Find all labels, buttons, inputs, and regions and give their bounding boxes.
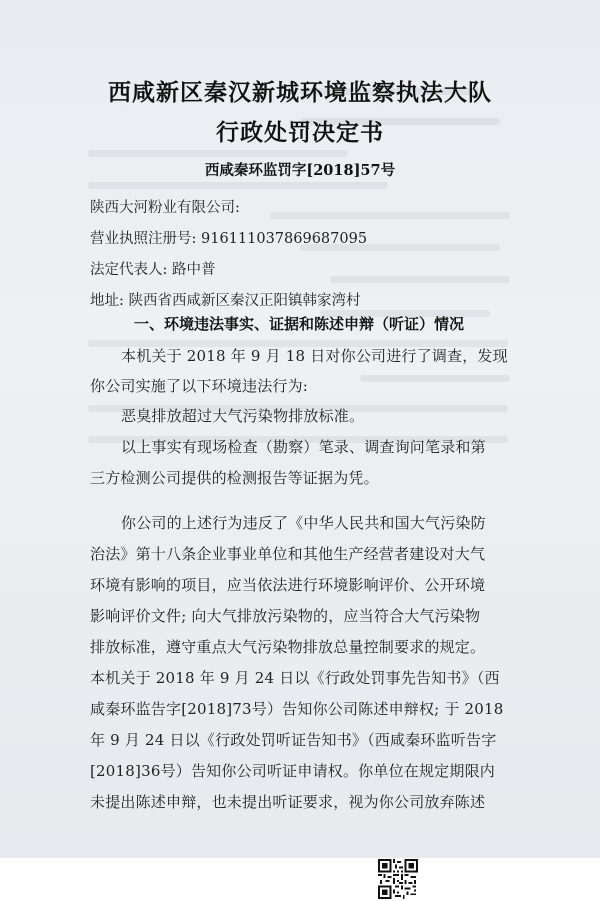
body-line: 治法》第十八条企业事业单位和其他生产经营者建设对大气	[90, 545, 486, 563]
party-address: 地址: 陕西省西咸新区秦汉正阳镇韩家湾村	[90, 293, 361, 309]
section-heading: 一、环境违法事实、证据和陈述申辩（听证）情况	[134, 315, 465, 333]
party-registration: 营业执照注册号: 916111037869687095	[90, 231, 368, 247]
qr-code-icon	[378, 859, 418, 899]
document-title-line-2: 行政处罚决定书	[216, 120, 384, 146]
body-line: [2018]36号）告知你公司听证申请权。你单位在规定期限内	[90, 762, 495, 780]
body-line: 以上事实有现场检查（勘察）笔录、调查询问笔录和第	[121, 438, 486, 456]
body-line: 未提出陈述申辩，也未提出听证要求，视为你公司放弃陈述	[90, 793, 486, 811]
document-number: 西咸秦环监罚字[2018]57号	[204, 162, 396, 179]
document-title-line-1: 西咸新区秦汉新城环境监察执法大队	[108, 80, 492, 106]
body-line: 恶臭排放超过大气污染物排放标准。	[121, 407, 365, 425]
body-line: 本机关于 2018 年 9 月 18 日对你公司进行了调查，发现	[121, 347, 508, 365]
body-line: 咸秦环监告字[2018]73号）告知你公司陈述申辩权; 于 2018	[90, 700, 504, 718]
party-company: 陕西大河粉业有限公司:	[90, 200, 240, 216]
body-line: 影响评价文件; 向大气排放污染物的，应当符合大气污染物	[90, 607, 481, 625]
body-line: 你公司实施了以下环境违法行为:	[90, 377, 309, 395]
body-line: 排放标准，遵守重点大气污染物排放总量控制要求的规定。	[90, 638, 486, 656]
body-line: 年 9 月 24 日以《行政处罚听证告知书》（西咸秦环监听告字	[90, 731, 497, 749]
body-line: 三方检测公司提供的检测报告等证据为凭。	[90, 469, 379, 487]
body-line: 环境有影响的项目，应当依法进行环境影响评价、公开环境	[90, 576, 486, 594]
party-legal-rep: 法定代表人: 路中普	[90, 262, 216, 278]
body-line: 你公司的上述行为违反了《中华人民共和国大气污染防	[121, 514, 486, 532]
body-line: 本机关于 2018 年 9 月 24 日以《行政处罚事先告知书》（西	[90, 669, 500, 687]
footer-strip	[0, 858, 600, 901]
